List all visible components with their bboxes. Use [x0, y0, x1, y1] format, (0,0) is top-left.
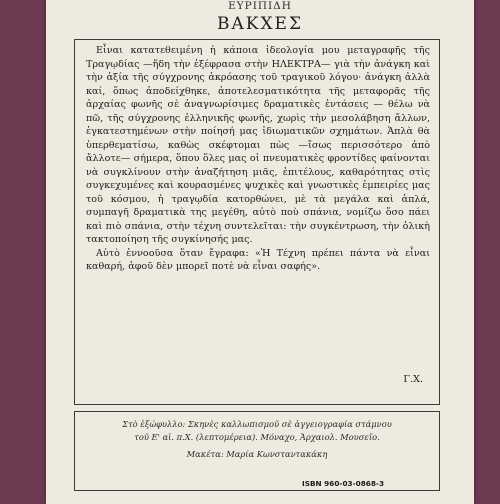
design-credit: Μακέτα: Μαρία Κωνσταντακάκη [186, 449, 328, 459]
blurb-text [86, 44, 430, 274]
blurb-signature: Γ.Χ. [403, 374, 423, 385]
blurb-paragraph-1: Εἶναι κατατεθειμένη ἡ κάποια ἰδεολογία μου μεταγραφῆς τῆς Τραγῳδίας —ἤδη τὴν ἐξέφρασα στὴν ΗΛΕΚΤΡΑ— γιὰ τὴν ἀνάγκη καὶ τὴν ἀξία τῆς σύγχρονης ἀκρόασης τοῦ τραγικοῦ λόγου· ἀνάγκη ἀλλὰ καί, ὅπως ἀποδείχθηκε, ἀποτελεσματικότητα τῆς μεταφορᾶς τῆς ἀρχαίας φωνῆς σὲ ἀναγνωρίσιμες δραματικὲς ἐντάσεις — θέλω νὰ πῶ, τῆς σύγχρονης ἑλληνικῆς φωνῆς, χωρὶς τὴν μεσολάβηση ἄλλων, ἐγκατεστημένων στὴν ποίησή μας ἰδιωματικῶν σχημάτων. Ἁπλὰ θὰ ὑπερθεματίσω, καθὼς σκέφτομαι πὼς —ἴσως περισσότερο ἀπὸ ἄλλοτε— σήμερα, ὅπου ὅλες μας οἱ πνευματικὲς φροντίδες φαίνονται νὰ συγκλίνουν στὴν ἀναζήτηση μιᾶς, ἐπιτέλους, καθαρότητας στὶς συγκεχυμένες καὶ κουρασμένες ψυχικὲς καὶ γνωστικὲς ἐμπειρίες μας τοῦ κόσμου, ἡ τραγῳδία κατορθώνει, μὲ τὰ μεγάλα καὶ ἁπλά, συμπαγῆ δραματικὰ της μεγέθη, αὐτὸ ποὺ σπάνια, νομίζω ὅσο πάει καὶ πιὸ σπάνια, στὴν τέχνη συντελεῖται: τὴν συγκέντρωση, τὴν ὁλικὴ τακτοποίηση τῆς συγκίνησής μας. [86, 45, 430, 245]
credits-frame [74, 411, 440, 491]
cover-credit-line-2: τοῦ Ε' αἰ. π.Χ. (λεπτομέρεια). Μόναχο, Ἀρχαιολ. Μουσεῖο. [134, 432, 380, 442]
isbn-number: ISBN 960-03-0868-3 [302, 479, 385, 488]
author-name: ΕΥΡΙΠΙΔΗ [228, 0, 292, 12]
blurb-paragraph-2: Αὐτὸ ἐννοοῦσα ὅταν ἔγραφα: «Ἡ Τέχνη πρέπει πάντα νὰ εἶναι καθαρή, ἀφοῦ δὲν μπορεῖ ποτὲ νὰ εἶναι σαφής». [86, 247, 430, 272]
book-title: ΒΑΚΧΕΣ [216, 14, 303, 34]
blurb-frame [74, 39, 440, 405]
book-back-cover [46, 0, 474, 504]
cover-credit-line-1: Στὸ ἐξώφυλλο: Σκηνὲς καλλωπισμοῦ σὲ ἀγγειογραφία στάμνου [122, 419, 392, 429]
